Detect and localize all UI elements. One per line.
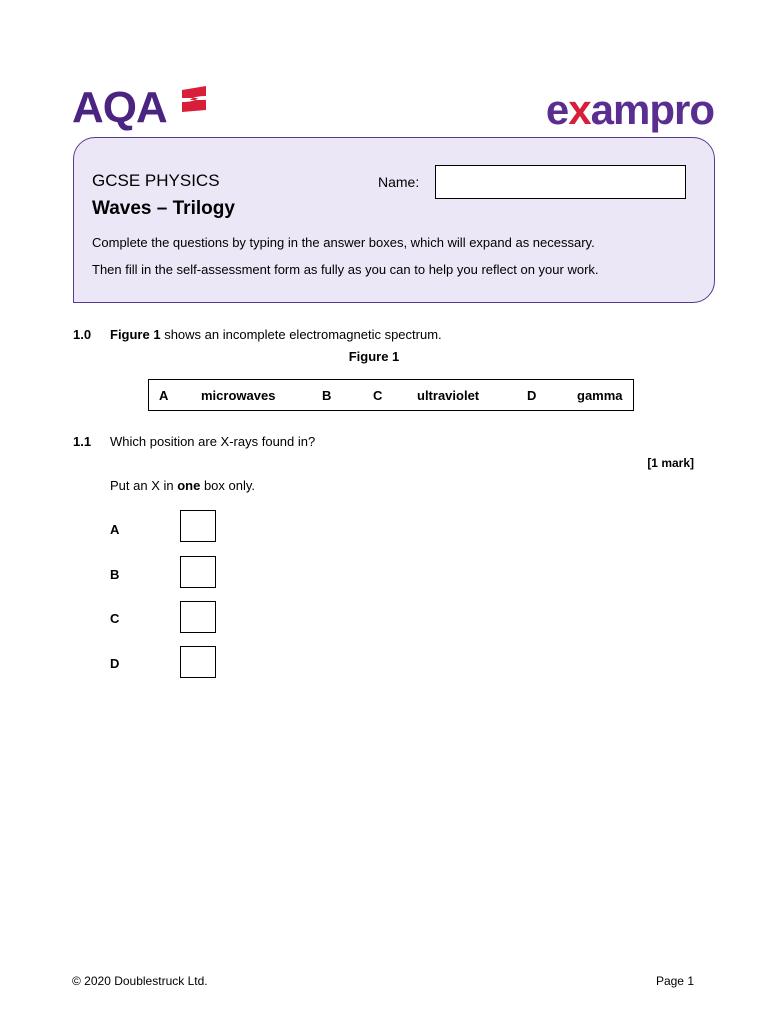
question-text: Which position are X-rays found in? — [110, 434, 316, 449]
spectrum-cell: B — [322, 388, 332, 403]
option-label: A — [110, 522, 120, 537]
question-text-body: shows an incomplete electromagnetic spectrum. — [160, 327, 442, 342]
page-title: Waves – Trilogy — [92, 198, 235, 219]
name-input[interactable] — [435, 165, 686, 199]
option-label: C — [110, 611, 120, 626]
copyright-text: © 2020 Doublestruck Ltd. — [72, 974, 208, 988]
instruction-emphasis: one — [177, 478, 201, 493]
spectrum-cell: D — [527, 388, 537, 403]
exampro-logo-rest: ampro — [590, 86, 714, 133]
aqa-logo — [72, 84, 212, 132]
answer-instruction — [110, 478, 255, 493]
instruction-part: box only. — [200, 478, 256, 493]
aqa-logo-text: AQA — [72, 83, 167, 132]
aqa-flag-icon — [180, 86, 208, 112]
exampro-logo — [546, 86, 714, 134]
name-label: Name: — [378, 174, 420, 190]
marks-label: [1 mark] — [647, 456, 694, 470]
spectrum-table — [148, 379, 634, 411]
exampro-logo-e: e — [545, 86, 569, 133]
option-d-checkbox[interactable] — [180, 646, 216, 678]
figure-title: Figure 1 — [348, 349, 400, 364]
spectrum-cell: microwaves — [201, 388, 276, 403]
spectrum-cell: A — [159, 388, 169, 403]
instruction-text: Then fill in the self-assessment form as fully as you can to help you reflect on your work. — [92, 262, 599, 277]
option-c-checkbox[interactable] — [180, 601, 216, 633]
question-number: 1.1 — [73, 434, 92, 449]
instruction-part: Put an X in — [110, 478, 178, 493]
figure-reference: Figure 1 — [110, 327, 161, 342]
option-label: B — [110, 567, 120, 582]
page-number: Page 1 — [655, 974, 694, 988]
option-label: D — [110, 656, 120, 671]
option-b-checkbox[interactable] — [180, 556, 216, 588]
question-text — [110, 327, 442, 342]
question-number: 1.0 — [73, 327, 92, 342]
spectrum-cell: ultraviolet — [417, 388, 480, 403]
spectrum-cell: gamma — [577, 388, 623, 403]
option-a-checkbox[interactable] — [180, 510, 216, 542]
header-panel — [73, 137, 715, 303]
spectrum-cell: C — [373, 388, 383, 403]
exampro-logo-x: x — [568, 86, 591, 133]
instruction-text: Complete the questions by typing in the answer boxes, which will expand as necessary. — [92, 235, 595, 250]
subject-label: GCSE PHYSICS — [92, 171, 220, 190]
